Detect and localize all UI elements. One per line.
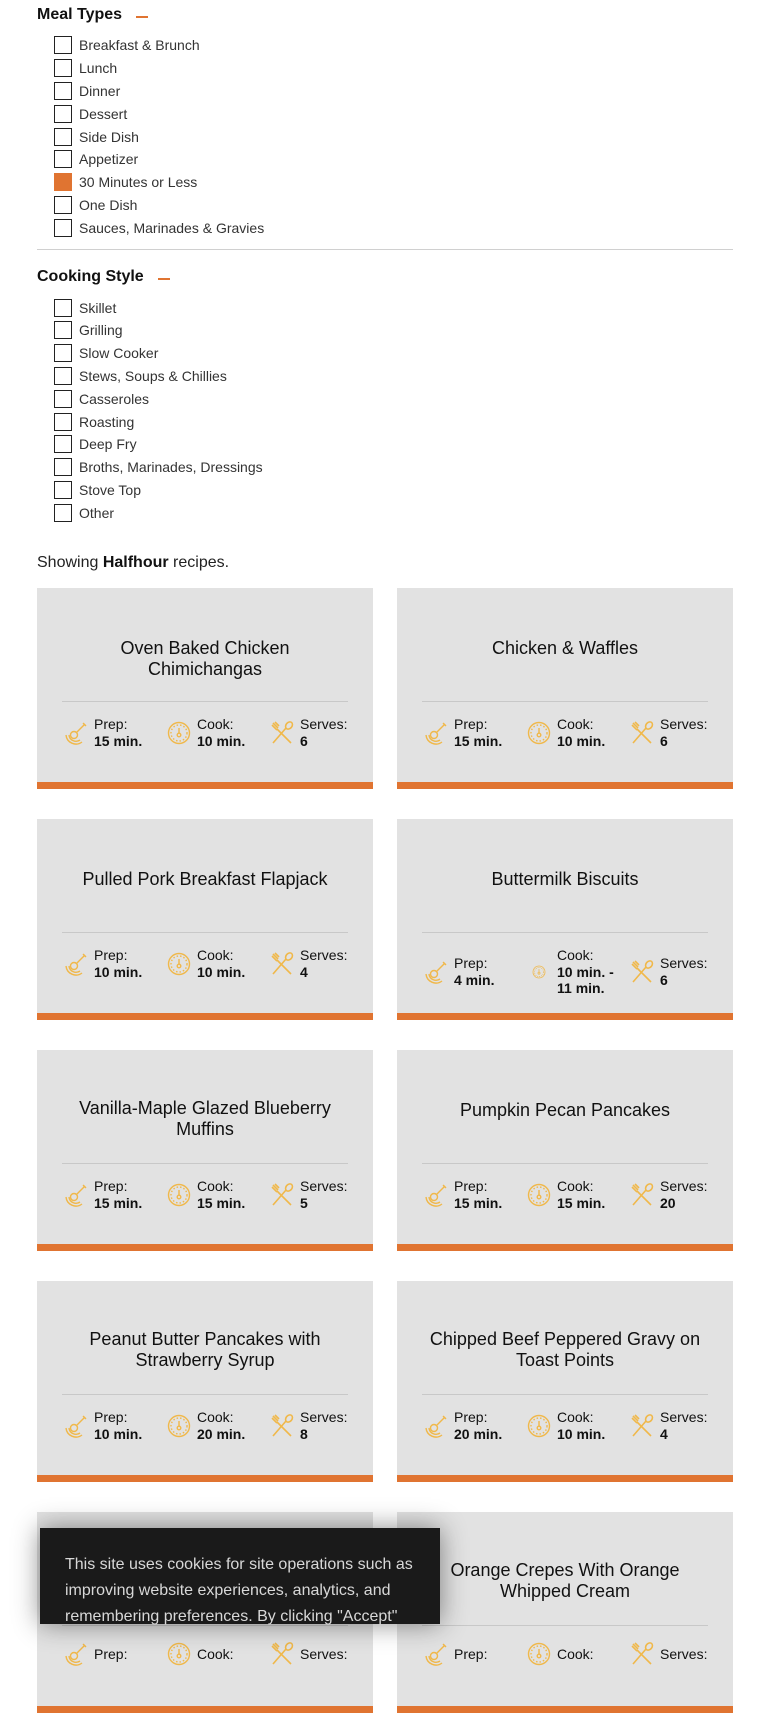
filter-option-label: Breakfast & Brunch xyxy=(79,37,200,54)
recipe-card[interactable] xyxy=(37,819,373,1020)
prep-stat xyxy=(62,1409,152,1442)
serves-stat xyxy=(268,1640,348,1668)
cook-stat xyxy=(525,1178,615,1211)
prep-label: Prep: xyxy=(94,947,128,963)
prep-label: Prep: xyxy=(454,1409,488,1425)
checkbox[interactable] xyxy=(54,481,72,499)
prep-stat xyxy=(422,1409,512,1442)
recipe-card[interactable] xyxy=(37,588,373,789)
fork-spoon-icon xyxy=(628,1412,656,1440)
filter-option[interactable] xyxy=(54,501,733,524)
checkbox[interactable] xyxy=(54,390,72,408)
collapse-minus-icon[interactable] xyxy=(136,16,148,18)
filter-option[interactable] xyxy=(54,433,733,456)
filter-option-label: Slow Cooker xyxy=(79,345,159,362)
checkbox[interactable] xyxy=(54,413,72,431)
serves-value: 4 xyxy=(300,963,308,980)
recipe-title[interactable]: Vanilla-Maple Glazed Blueberry Muffins xyxy=(79,1098,331,1139)
checkbox[interactable] xyxy=(54,128,72,146)
recipe-stats xyxy=(422,1178,708,1211)
prep-value: 10 min. xyxy=(94,963,143,980)
filter-option-label: Other xyxy=(79,504,115,521)
prep-bowl-whisk-icon xyxy=(422,958,450,986)
recipe-title[interactable]: Chipped Beef Peppered Gravy on Toast Points xyxy=(429,1329,701,1370)
filter-option[interactable] xyxy=(54,319,733,342)
serves-label: Serves: xyxy=(300,1645,348,1662)
serves-value: 6 xyxy=(660,971,668,988)
fork-spoon-icon xyxy=(268,1412,296,1440)
checkbox[interactable] xyxy=(54,36,72,54)
cook-value: 15 min. xyxy=(557,1194,606,1211)
filter-option-label: Grilling xyxy=(79,322,123,339)
filter-option-label: One Dish xyxy=(79,196,138,213)
serves-label: Serves: xyxy=(660,1409,708,1425)
recipe-stats xyxy=(422,1409,708,1442)
card-divider xyxy=(62,1394,348,1395)
cook-label: Cook: xyxy=(197,1645,234,1662)
recipe-stats xyxy=(422,1640,708,1668)
filter-option-label: Roasting xyxy=(79,413,135,430)
serves-stat xyxy=(628,1640,708,1668)
filter-option[interactable] xyxy=(54,57,733,80)
cook-label: Cook: xyxy=(557,947,594,963)
serves-stat xyxy=(628,1178,708,1211)
fork-spoon-icon xyxy=(268,1640,296,1668)
cook-stat xyxy=(165,716,255,749)
cook-stat xyxy=(525,947,615,997)
cook-value: 20 min. xyxy=(197,1425,246,1442)
prep-bowl-whisk-icon xyxy=(62,1412,90,1440)
filter-option-label: Dessert xyxy=(79,105,128,122)
prep-stat xyxy=(62,947,152,980)
checkbox[interactable] xyxy=(54,105,72,123)
recipe-title[interactable]: Chicken & Waffles xyxy=(491,638,639,658)
prep-label: Prep: xyxy=(94,716,128,732)
filter-option[interactable] xyxy=(54,125,733,148)
serves-stat xyxy=(628,947,708,997)
card-divider xyxy=(422,932,708,933)
fork-spoon-icon xyxy=(628,719,656,747)
serves-label: Serves: xyxy=(660,716,708,732)
cook-value: 10 min. xyxy=(557,1425,606,1442)
recipe-stats xyxy=(62,1178,348,1211)
cookie-banner-text: This site uses cookies for site operations such as improving website experiences, analytics, and remembering preferences. By clicking "Accept" xyxy=(65,1556,413,1625)
filter-title: Meal Types xyxy=(37,6,123,23)
filter-option[interactable] xyxy=(54,102,733,125)
cook-timer-icon xyxy=(165,950,193,978)
cook-stat xyxy=(525,1409,615,1442)
filter-option-label: Lunch xyxy=(79,60,118,77)
serves-label: Serves: xyxy=(660,1645,708,1662)
fork-spoon-icon xyxy=(268,1181,296,1209)
cook-label: Cook: xyxy=(197,716,234,732)
prep-bowl-whisk-icon xyxy=(422,1181,450,1209)
filter-option-label: Dinner xyxy=(79,82,121,99)
recipe-title[interactable]: Orange Crepes With Orange Whipped Cream xyxy=(450,1560,680,1601)
serves-stat xyxy=(268,947,348,980)
cook-timer-icon xyxy=(165,1640,193,1668)
serves-value: 6 xyxy=(300,732,308,749)
filter-option[interactable] xyxy=(54,194,733,217)
recipe-stats xyxy=(62,716,348,749)
card-divider xyxy=(422,1625,708,1626)
recipe-card[interactable] xyxy=(397,819,733,1020)
prep-value: 15 min. xyxy=(454,1194,503,1211)
prep-stat xyxy=(422,947,512,997)
filter-option-label: Deep Fry xyxy=(79,436,137,453)
prep-stat xyxy=(422,1178,512,1211)
serves-stat xyxy=(268,1409,348,1442)
filter-group-cooking-style xyxy=(37,268,733,524)
cook-value: 10 min. xyxy=(197,963,246,980)
prep-bowl-whisk-icon xyxy=(422,1412,450,1440)
recipe-filters xyxy=(0,0,770,524)
cook-value: 10 min. - 11 min. xyxy=(557,963,614,996)
recipe-stats xyxy=(62,1640,348,1668)
filter-option[interactable] xyxy=(54,34,733,57)
cooking-style-list xyxy=(37,296,733,524)
prep-value: 15 min. xyxy=(454,732,503,749)
recipe-stats xyxy=(62,947,348,980)
cook-stat xyxy=(525,716,615,749)
cook-timer-icon xyxy=(525,1181,553,1209)
cook-label: Cook: xyxy=(557,716,594,732)
cook-timer-icon xyxy=(525,1640,553,1668)
results-summary xyxy=(0,554,770,574)
checkbox[interactable] xyxy=(54,321,72,339)
cook-value: 10 min. xyxy=(197,732,246,749)
results-prefix: Showing xyxy=(37,554,103,572)
prep-label: Prep: xyxy=(454,955,488,972)
checkbox[interactable] xyxy=(54,196,72,214)
serves-label: Serves: xyxy=(300,1178,348,1194)
serves-value: 5 xyxy=(300,1194,308,1211)
recipe-card[interactable] xyxy=(37,1281,373,1482)
card-divider xyxy=(62,1163,348,1164)
filter-option-label: Stove Top xyxy=(79,481,142,498)
serves-label: Serves: xyxy=(300,947,348,963)
serves-label: Serves: xyxy=(300,716,348,732)
filter-option[interactable] xyxy=(54,365,733,388)
filter-option-label: Appetizer xyxy=(79,151,139,168)
filter-option-label: Casseroles xyxy=(79,390,150,407)
filter-option-label: Side Dish xyxy=(79,128,139,145)
recipe-stats xyxy=(422,716,708,749)
fork-spoon-icon xyxy=(628,1181,656,1209)
collapse-minus-icon[interactable] xyxy=(158,278,170,280)
filter-option[interactable] xyxy=(54,80,733,103)
checkbox[interactable] xyxy=(54,219,72,237)
filter-option[interactable] xyxy=(54,296,733,319)
recipe-title[interactable]: Buttermilk Biscuits xyxy=(491,869,639,889)
prep-stat xyxy=(62,1178,152,1211)
fork-spoon-icon xyxy=(628,958,656,986)
cook-timer-icon xyxy=(525,719,553,747)
filter-option[interactable] xyxy=(54,456,733,479)
cook-stat xyxy=(525,1640,615,1668)
filter-option-label: Stews, Soups & Chillies xyxy=(79,367,227,384)
prep-value: 10 min. xyxy=(94,1425,143,1442)
cook-timer-icon xyxy=(525,1412,553,1440)
filter-group-meal-types xyxy=(37,0,733,239)
filter-option[interactable] xyxy=(54,171,733,194)
results-suffix: recipes. xyxy=(168,554,230,572)
fork-spoon-icon xyxy=(628,1640,656,1668)
serves-label: Serves: xyxy=(660,1178,708,1194)
checkbox[interactable] xyxy=(54,367,72,385)
card-divider xyxy=(422,1163,708,1164)
serves-value: 6 xyxy=(660,732,668,749)
cook-label: Cook: xyxy=(197,1178,234,1194)
recipe-card[interactable] xyxy=(397,1050,733,1251)
recipe-card[interactable] xyxy=(397,1281,733,1482)
serves-stat xyxy=(628,1409,708,1442)
filter-option[interactable] xyxy=(54,387,733,410)
cook-label: Cook: xyxy=(197,1409,234,1425)
cookie-banner xyxy=(40,1528,440,1624)
cook-timer-icon xyxy=(165,719,193,747)
filter-option-label: 30 Minutes or Less xyxy=(79,174,198,191)
prep-bowl-whisk-icon xyxy=(422,719,450,747)
divider xyxy=(37,249,733,250)
recipe-title[interactable]: Pulled Pork Breakfast Flapjack xyxy=(82,869,328,889)
serves-stat xyxy=(268,716,348,749)
cook-stat xyxy=(165,1178,255,1211)
cook-label: Cook: xyxy=(557,1645,594,1662)
filter-option[interactable] xyxy=(54,148,733,171)
cook-timer-icon xyxy=(165,1181,193,1209)
card-divider xyxy=(422,1394,708,1395)
prep-bowl-whisk-icon xyxy=(62,1640,90,1668)
filter-option[interactable] xyxy=(54,216,733,239)
card-divider xyxy=(62,932,348,933)
checkbox[interactable] xyxy=(54,150,72,168)
checkbox[interactable] xyxy=(54,458,72,476)
recipe-stats xyxy=(62,1409,348,1442)
cook-label: Cook: xyxy=(557,1178,594,1194)
cook-stat xyxy=(165,1640,255,1668)
cook-label: Cook: xyxy=(557,1409,594,1425)
prep-value: 15 min. xyxy=(94,732,143,749)
filter-option-label: Sauces, Marinades & Gravies xyxy=(79,219,265,236)
prep-label: Prep: xyxy=(94,1409,128,1425)
checkbox[interactable] xyxy=(54,173,72,191)
serves-label: Serves: xyxy=(660,955,708,972)
filter-header-meal-types[interactable] xyxy=(37,6,733,24)
cook-value: 15 min. xyxy=(197,1194,246,1211)
prep-value: 15 min. xyxy=(94,1194,143,1211)
serves-value: 4 xyxy=(660,1425,668,1442)
filter-option-label: Skillet xyxy=(79,299,117,316)
filter-option[interactable] xyxy=(54,479,733,502)
prep-label: Prep: xyxy=(94,1178,128,1194)
prep-bowl-whisk-icon xyxy=(62,1181,90,1209)
cook-stat xyxy=(165,1409,255,1442)
checkbox[interactable] xyxy=(54,504,72,522)
cook-value: 10 min. xyxy=(557,732,606,749)
prep-value: 20 min. xyxy=(454,1425,503,1442)
prep-stat xyxy=(62,1640,152,1668)
fork-spoon-icon xyxy=(268,719,296,747)
prep-label: Prep: xyxy=(94,1645,128,1662)
meal-types-list xyxy=(37,34,733,239)
prep-bowl-whisk-icon xyxy=(62,950,90,978)
filter-option[interactable] xyxy=(54,342,733,365)
recipe-title[interactable]: Oven Baked Chicken Chimichangas xyxy=(120,638,290,679)
recipe-title[interactable]: Pumpkin Pecan Pancakes xyxy=(459,1100,671,1120)
serves-stat xyxy=(628,716,708,749)
prep-bowl-whisk-icon xyxy=(62,719,90,747)
filter-option[interactable] xyxy=(54,410,733,433)
card-divider xyxy=(422,701,708,702)
prep-label: Prep: xyxy=(454,1178,488,1194)
cook-stat xyxy=(165,947,255,980)
prep-bowl-whisk-icon xyxy=(422,1640,450,1668)
cook-label: Cook: xyxy=(197,947,234,963)
checkbox[interactable] xyxy=(54,344,72,362)
recipe-card[interactable] xyxy=(37,1050,373,1251)
checkbox[interactable] xyxy=(54,299,72,317)
prep-stat xyxy=(422,716,512,749)
card-divider xyxy=(62,701,348,702)
checkbox[interactable] xyxy=(54,82,72,100)
serves-value: 20 xyxy=(660,1194,676,1211)
serves-label: Serves: xyxy=(300,1409,348,1425)
filter-header-cooking-style[interactable] xyxy=(37,268,733,286)
filter-option-label: Broths, Marinades, Dressings xyxy=(79,459,263,476)
prep-label: Prep: xyxy=(454,1645,488,1662)
serves-stat xyxy=(268,1178,348,1211)
prep-stat xyxy=(422,1640,512,1668)
checkbox[interactable] xyxy=(54,59,72,77)
recipe-card[interactable] xyxy=(397,588,733,789)
recipe-stats xyxy=(422,947,708,997)
prep-stat xyxy=(62,716,152,749)
fork-spoon-icon xyxy=(268,950,296,978)
cook-timer-icon xyxy=(531,964,547,980)
cook-timer-icon xyxy=(165,1412,193,1440)
filter-title: Cooking Style xyxy=(37,268,144,286)
recipe-title[interactable]: Peanut Butter Pancakes with Strawberry Syrup xyxy=(89,1329,321,1370)
checkbox[interactable] xyxy=(54,435,72,453)
prep-label: Prep: xyxy=(454,716,488,732)
results-category: Halfhour xyxy=(102,554,169,572)
prep-value: 4 min. xyxy=(454,971,495,988)
serves-value: 8 xyxy=(300,1425,308,1442)
recipe-card[interactable] xyxy=(397,1512,733,1713)
